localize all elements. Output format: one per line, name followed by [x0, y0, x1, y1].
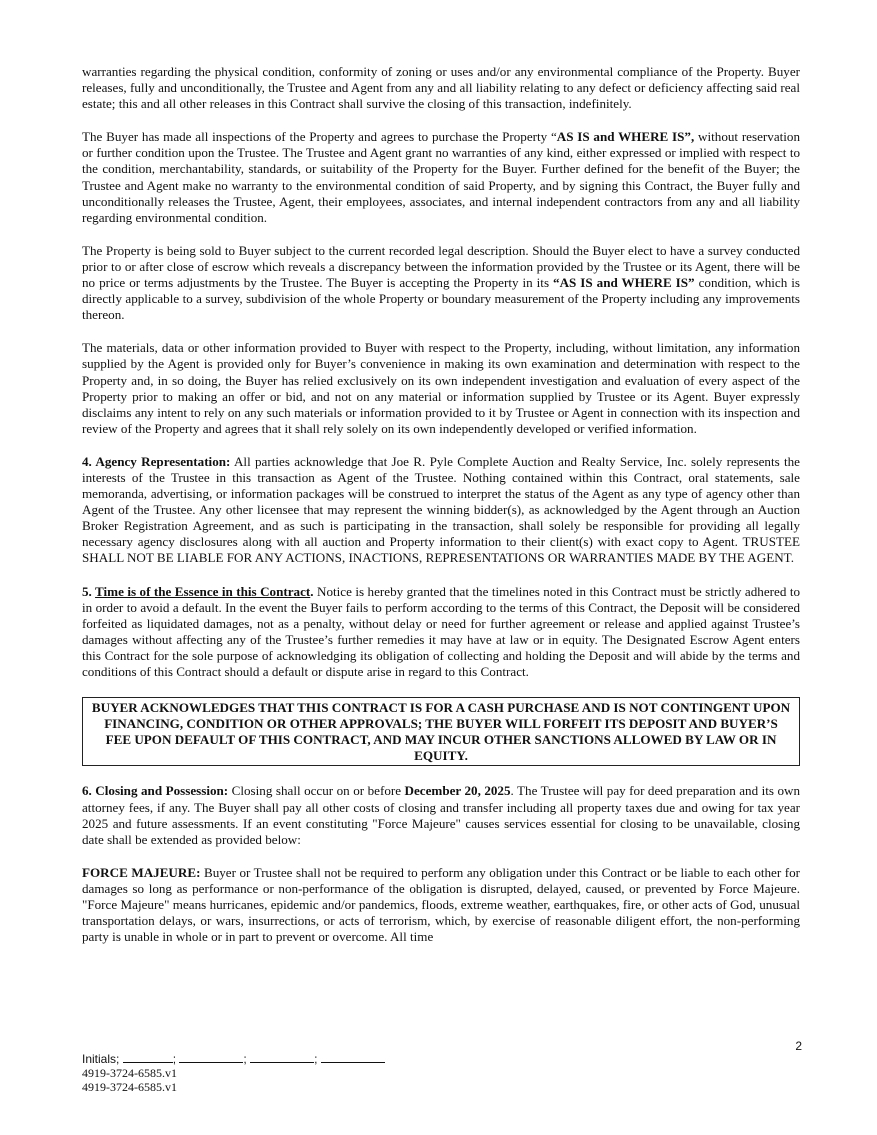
- survey-paragraph: The Property is being sold to Buyer subject to the current recorded legal description. Should the Buyer elect to have a survey conducted prior to or after close of escrow which reveals a discrepancy between the information provided by the Trustee or its Agent, there will be no price or terms adjustments by the Trustee. The Buyer is accepting the Property in its “AS IS and WHERE IS” condition, which is directly applicable to a survey, subdivision of the whole Property or boundary measurement of the Property including any improvements thereon.: [82, 242, 801, 323]
- force-majeure-section: FORCE MAJEURE: Buyer or Trustee shall not be required to perform any obligation under this Contract or be liable to each other for damages so long as performance or non-performance of the obligation is disrupted, delayed, caused, or prevented by Force Majeure. "Force Majeure" means hurricanes, epidemic and/or pandemics, floods, extreme weather, earthquakes, fire, or other acts of God, unusual transportation delays, or wars, insurrections, or acts of terrorism, which, by exercise of reasonable diligent effort, the non-performing party is unable in whole or in part to prevent or overcome. All time: [82, 864, 800, 945]
- contract-page-body: [82, 64, 800, 962]
- initials-blank-4[interactable]: [321, 1052, 385, 1063]
- as-is-bold-text: AS IS and WHERE IS”,: [556, 129, 695, 145]
- agency-representation-section: 4. Agency Representation: All parties acknowledge that Joe R. Pyle Complete Auction and Realty Service, Inc. solely represents the interests of the Trustee in this transaction as Agent of the Trustee. Nothing contained within this Contract, oral statements, sale memoranda, advertising, or information packages will be construed to interpret the status of the Agent as any type of agency other than Agent of the Trustee. Any other licensee that may represent the winning bidder(s), as acknowledged by the Agent through an Auction Broker Registration Agreement, and as such is participating in the transaction, shall solely be responsible for providing all legally necessary agency disclosures along with all auction and Property information to their client(s) with exact copy to Agent. TRUSTEE SHALL NOT BE LIABLE FOR ANY ACTIONS, INACTIONS, REPRESENTATIONS OR WARRANTIES MADE BY THE AGENT.: [82, 453, 800, 566]
- document-id: 4919-3724-6585.v1: [82, 1066, 177, 1080]
- time-of-essence-heading: Time is of the Essence in this Contract: [95, 583, 311, 599]
- page-number: 2: [795, 1039, 802, 1053]
- warranty-release-paragraph: warranties regarding the physical condition, conformity of zoning or uses and/or any environmental compliance of the Property. Buyer releases, fully and unconditionally, the Trustee and Agent from any and all liability relating to any defect or deficiency affecting said real estate; this and all other releases in this Contract shall survive the closing of this transaction, indefinitely.: [82, 64, 800, 112]
- time-of-essence-section: 5. Time is of the Essence in this Contract. Notice is hereby granted that the timelines noted in this Contract must be strictly adhered to in order to avoid a default. In the event the Buyer fails to perform according to the terms of this Contract, the Deposit will be considered forfeited as liquidated damages, not as a penalty, without delay or need for further agreement or release and applied against Trustee’s damages without affecting any of the Trustee’s further remedies it may have at law or in equity. The Designated Escrow Agent enters this Contract for the sole purpose of acknowledging its obligation of collecting and holding the Deposit and will abide by the terms and conditions of this Contract should a default or dispute arise in regard to this Contract.: [82, 583, 800, 679]
- initials-blank-3[interactable]: [250, 1052, 314, 1063]
- as-is-bold-text-2: “AS IS and WHERE IS”: [553, 275, 695, 291]
- closing-possession-section: 6. Closing and Possession: Closing shall occur on or before December 20, 2025. The Trustee will pay for deed preparation and its own attorney fees, if any. The Buyer shall pay all other costs of closing and transfer including all property taxes due and owing for tax year 2025 and future assessments. If an event constituting "Force Majeure" causes services essential for closing to be unavailable, closing date shall be extended as provided below:: [82, 783, 801, 847]
- initials-line: Initials; ; ; ;: [82, 1052, 385, 1066]
- agency-representation-heading: 4. Agency Representation:: [82, 453, 231, 469]
- as-is-inspection-paragraph: The Buyer has made all inspections of the Property and agrees to purchase the Property “AS IS and WHERE IS”, without reservation or further condition upon the Trustee. The Trustee and Agent grant no warranties of any kind, either expressed or implied with respect to the condition, merchantability, standards, or suitability of the Property for the Buyer. Further defined for the benefit of the Buyer; the Trustee and Agent make no warranty to the environmental condition of said Property, and by signing this Contract, the Buyer fully and unconditionally releases the Trustee, Agent, their employees, associates, and internal independent contractors from any and all liability regarding environmental condition.: [82, 129, 800, 225]
- document-id: 4919-3724-6585.v1: [82, 1080, 177, 1094]
- materials-disclaimer-paragraph: The materials, data or other information provided to Buyer with respect to the Property, including, without limitation, any information supplied by the Agent is provided only for Buyer’s convenience in making its own examination and determination with respect to the Property and, in so doing, the Buyer has relied exclusively on its own independent investigation and evaluation of every aspect of the Property prior to making an offer or bid, and not on any material or information supplied by Trustee or its Agent. Buyer expressly disclaims any intent to rely on any such materials or information provided to it by Trustee or Agent in connection with its inspection and review of the Property and agrees that it shall rely solely on its own independently developed or verified information.: [82, 340, 800, 436]
- initials-label: Initials;: [82, 1052, 120, 1066]
- initials-blank-1[interactable]: [123, 1052, 173, 1063]
- closing-possession-heading: 6. Closing and Possession:: [82, 783, 229, 799]
- page-footer: [82, 1052, 385, 1094]
- force-majeure-heading: FORCE MAJEURE:: [82, 864, 201, 880]
- cash-purchase-acknowledgement-box: BUYER ACKNOWLEDGES THAT THIS CONTRACT IS FOR A CASH PURCHASE AND IS NOT CONTINGENT UPON FINANCING, CONDITION OR OTHER APPROVALS; THE BUYER WILL FORFEIT ITS DEPOSIT AND BUYER’S FEE UPON DEFAULT OF THIS CONTRACT, AND MAY INCUR OTHER SANCTIONS ALLOWED BY LAW OR IN EQUITY.: [82, 697, 800, 766]
- initials-blank-2[interactable]: [179, 1052, 243, 1063]
- closing-date: December 20, 2025: [404, 783, 511, 799]
